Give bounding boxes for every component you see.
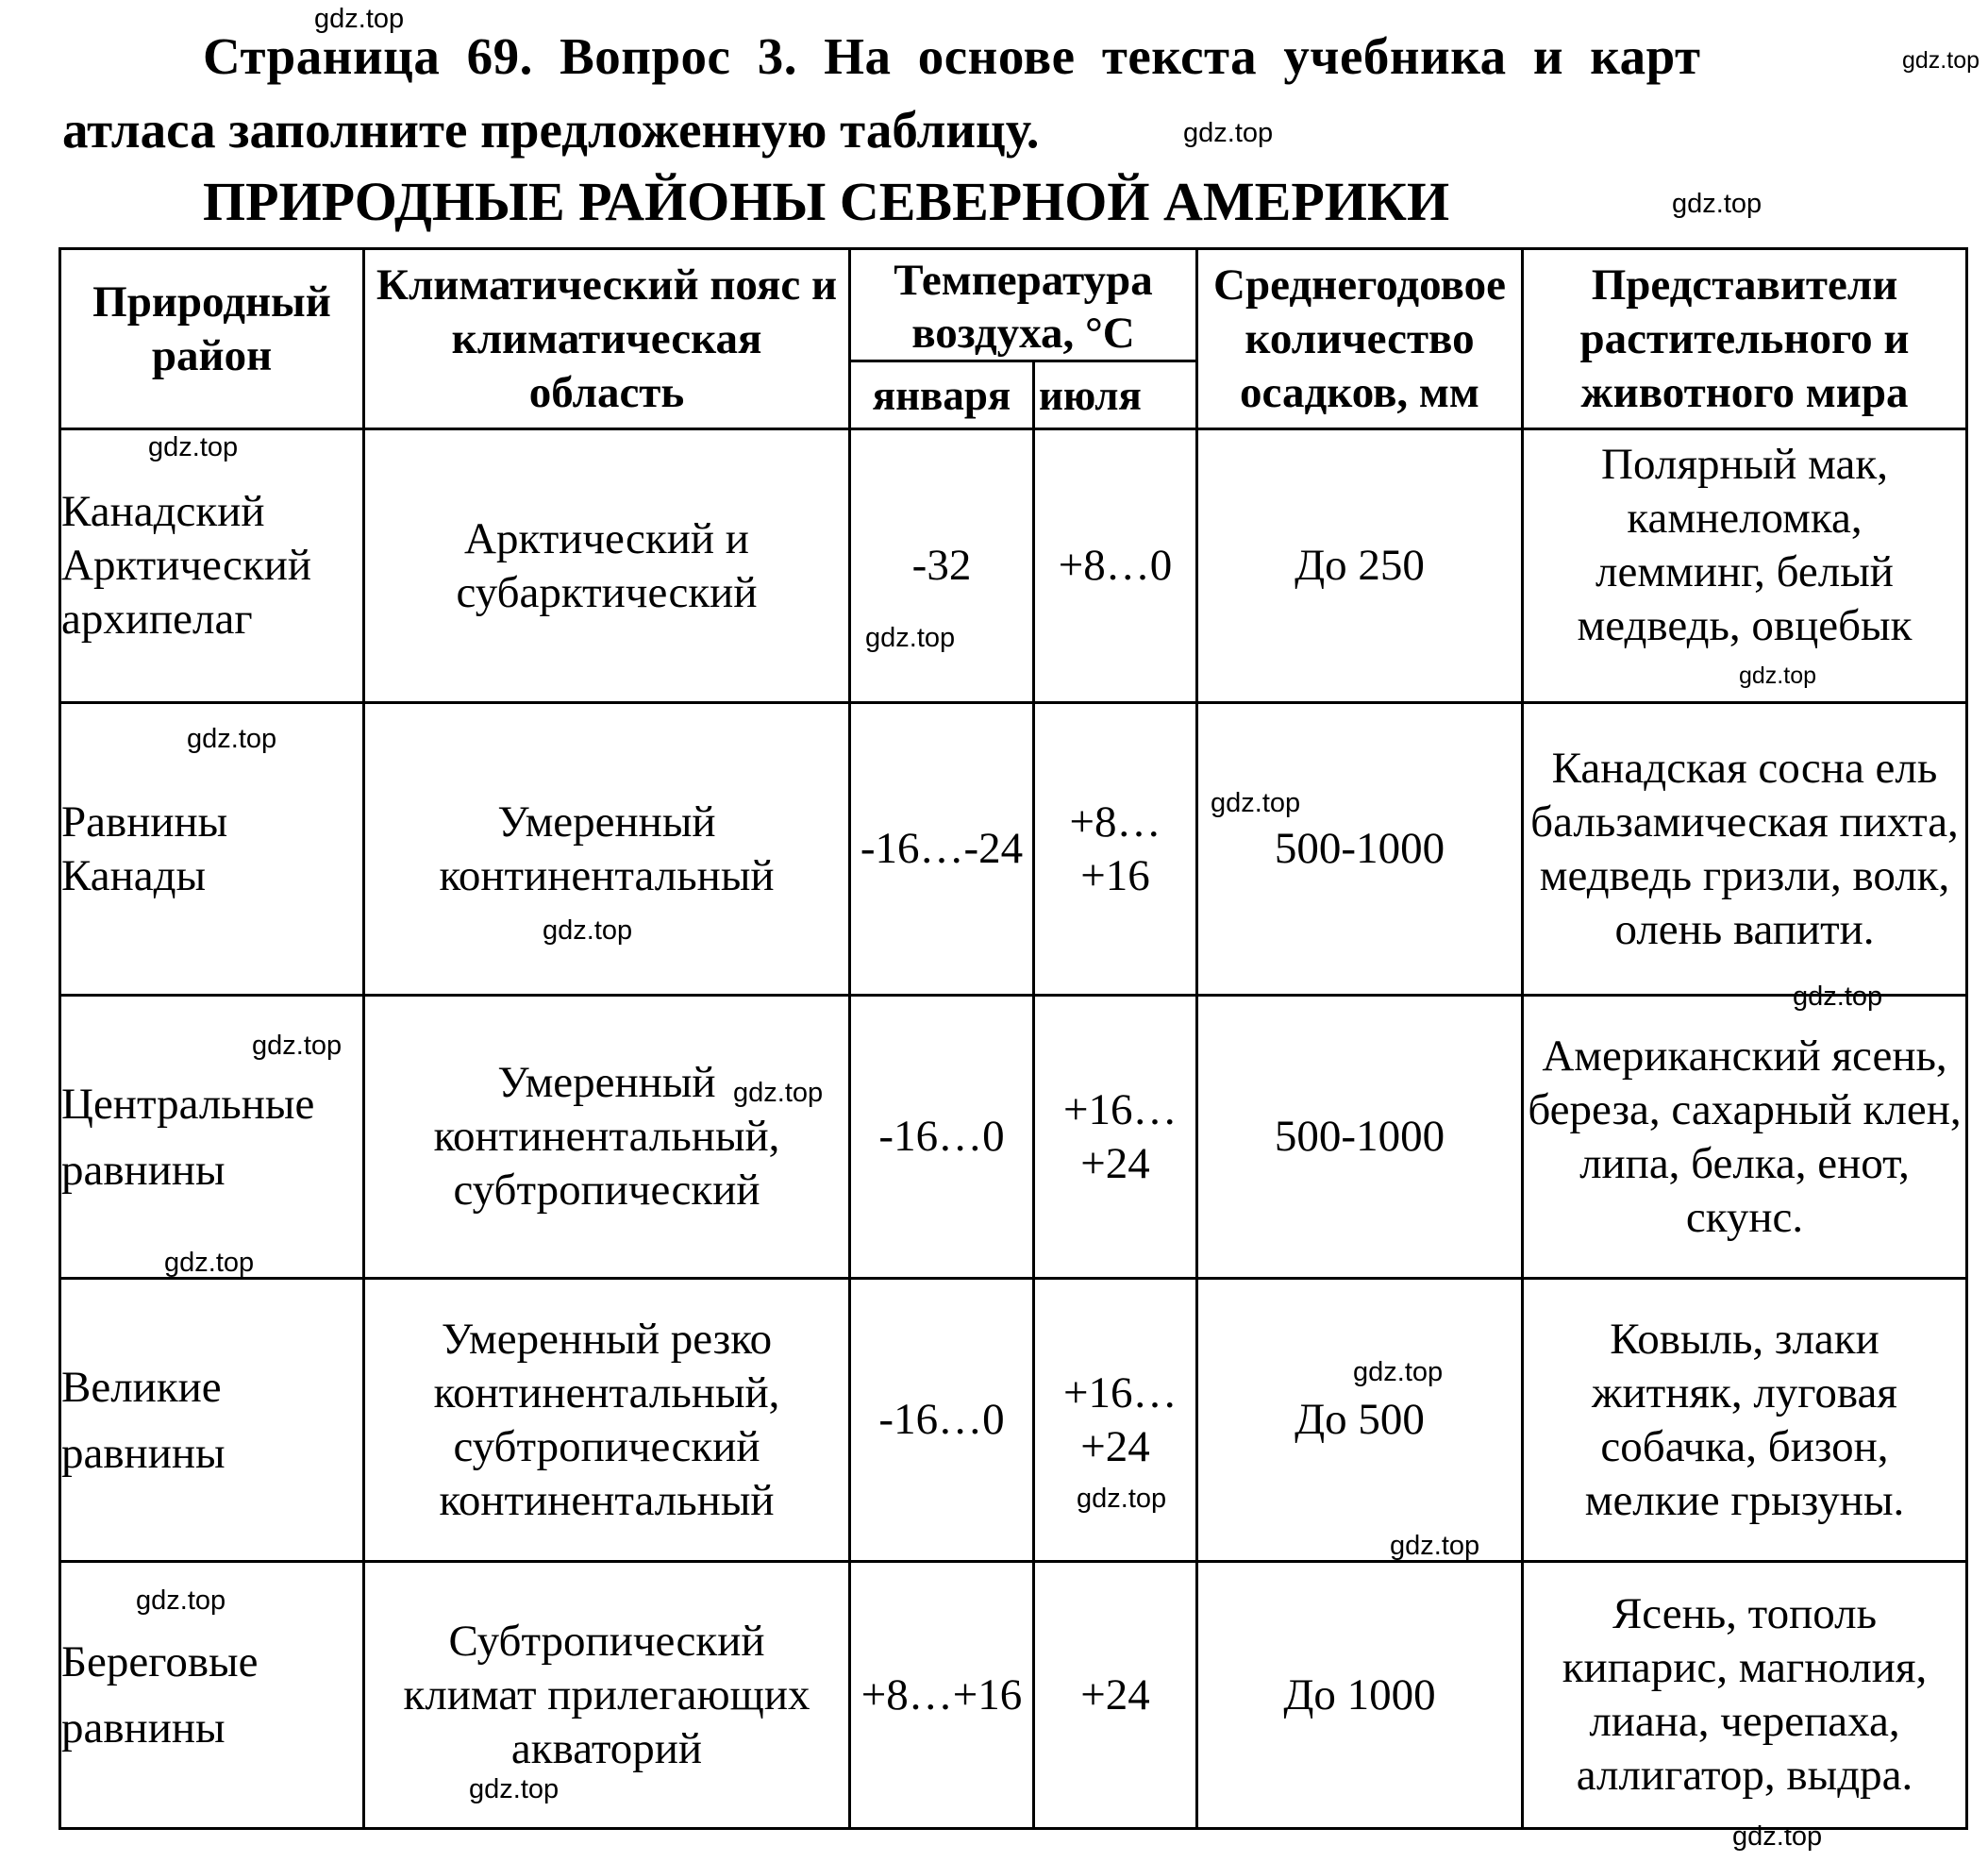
cell-precipitation: До 1000 <box>1197 1562 1523 1829</box>
watermark: gdz.top <box>164 1248 255 1278</box>
cell-region: Центральные равнины <box>60 996 364 1279</box>
cell-climate: Умеренный резко континентальный, субтропический континентальный <box>364 1279 850 1562</box>
watermark: gdz.top <box>1739 663 1817 689</box>
watermark: gdz.top <box>1672 189 1762 219</box>
cell-climate: Умеренный континентальный, субтропический <box>364 996 850 1279</box>
header-january: января <box>850 361 1034 429</box>
cell-precipitation: До 250 <box>1197 429 1523 703</box>
cell-region: Равнины Канады <box>60 703 364 996</box>
cell-july: +16… +24 <box>1034 1279 1197 1562</box>
cell-july: +8… +16 <box>1034 703 1197 996</box>
cell-region: Великие равнины <box>60 1279 364 1562</box>
watermark: gdz.top <box>1353 1357 1444 1387</box>
table-row <box>60 996 1967 1279</box>
header-precipitation: Среднегодовое количество осадков, мм <box>1197 249 1523 429</box>
cell-july: +16… +24 <box>1034 996 1197 1279</box>
cell-precipitation: 500-1000 <box>1197 996 1523 1279</box>
watermark: gdz.top <box>1902 47 1980 74</box>
table-row <box>60 703 1967 996</box>
cell-july: +24 <box>1034 1562 1197 1829</box>
watermark: gdz.top <box>543 915 633 946</box>
watermark: gdz.top <box>865 623 956 653</box>
watermark: gdz.top <box>148 432 239 462</box>
watermark: gdz.top <box>1183 118 1274 148</box>
cell-flora-fauna: Канадская сосна ель бальзамическая пихта, медведь гризли, волк, олень вапити. <box>1523 703 1967 996</box>
table-row <box>60 1279 1967 1562</box>
cell-flora-fauna: Ковыль, злаки житняк, луговая собачка, бизон, мелкие грызуны. <box>1523 1279 1967 1562</box>
cell-climate: Умеренный континентальный <box>364 703 850 996</box>
cell-january: -16…0 <box>850 996 1034 1279</box>
watermark: gdz.top <box>252 1031 342 1061</box>
watermark: gdz.top <box>1793 981 1883 1012</box>
cell-flora-fauna: Американский ясень, береза, сахарный клен, липа, белка, енот, скунс. <box>1523 996 1967 1279</box>
cell-region: Береговые равнины <box>60 1562 364 1829</box>
cell-january: -16…0 <box>850 1279 1034 1562</box>
watermark: gdz.top <box>1732 1821 1823 1852</box>
watermark: gdz.top <box>1077 1484 1167 1514</box>
cell-january: -32 <box>850 429 1034 703</box>
cell-climate: Арктический и субарктический <box>364 429 850 703</box>
cell-flora-fauna: Полярный мак, камнеломка, лемминг, белый медведь, овцебык <box>1523 429 1967 703</box>
table-row <box>60 1562 1967 1829</box>
watermark: gdz.top <box>1390 1531 1480 1561</box>
watermark: gdz.top <box>314 4 405 34</box>
header-july: июля <box>1034 361 1197 429</box>
page-title-line2: атласа заполните предложенную таблицу. <box>62 101 1040 159</box>
watermark: gdz.top <box>733 1078 824 1108</box>
cell-january: -16…-24 <box>850 703 1034 996</box>
watermark: gdz.top <box>187 724 277 754</box>
natural-regions-table <box>58 247 1968 1830</box>
table-title: ПРИРОДНЫЕ РАЙОНЫ СЕВЕРНОЙ АМЕРИКИ <box>203 171 1450 232</box>
cell-climate: Субтропический климат прилегающих акваторий <box>364 1562 850 1829</box>
header-flora-fauna: Представители растительного и животного мира <box>1523 249 1967 429</box>
table-row <box>60 429 1967 703</box>
header-climate: Климатический пояс и климатическая область <box>364 249 850 429</box>
cell-flora-fauna: Ясень, тополь кипарис, магнолия, лиана, черепаха, аллигатор, выдра. <box>1523 1562 1967 1829</box>
table-header-row <box>60 249 1967 361</box>
cell-july: +8…0 <box>1034 429 1197 703</box>
header-temperature: Температура воздуха, °С <box>850 249 1197 361</box>
watermark: gdz.top <box>136 1585 226 1616</box>
watermark: gdz.top <box>1211 788 1301 818</box>
cell-january: +8…+16 <box>850 1562 1034 1829</box>
watermark: gdz.top <box>469 1774 560 1804</box>
cell-region: Канадский Арктический архипелаг <box>60 429 364 703</box>
cell-precipitation: До 500 <box>1197 1279 1523 1562</box>
page-title-line1: Страница 69. Вопрос 3. На основе текста учебника и карт <box>203 27 1701 85</box>
header-region: Природный район <box>60 249 364 429</box>
cell-precipitation: 500-1000 <box>1197 703 1523 996</box>
